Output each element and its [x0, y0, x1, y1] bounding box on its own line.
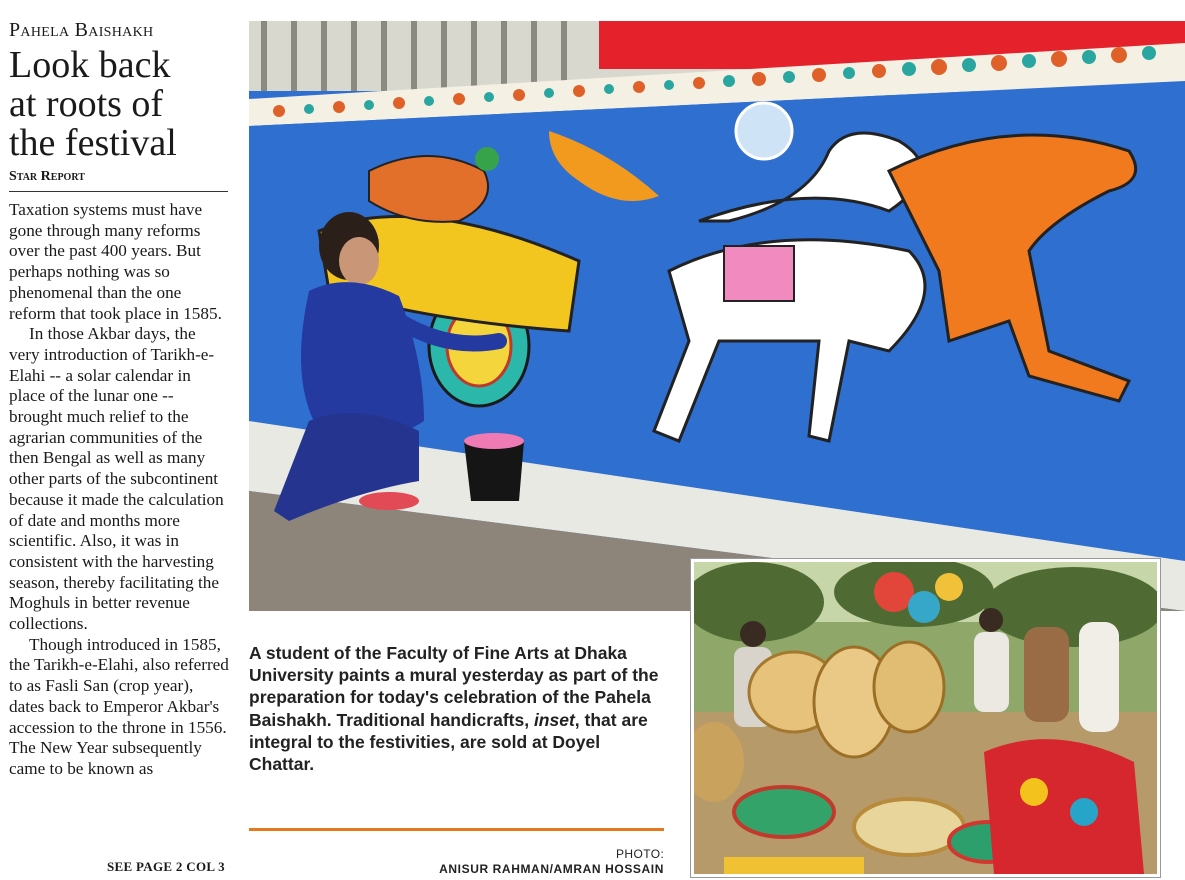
paragraph-1: Taxation systems must have gone through many reforms over the past 400 years. But perhaps nothing was so phenomenal than the one reform that took place in 1585.: [9, 200, 222, 323]
byline: Star Report: [9, 169, 228, 192]
photo-credit-label: PHOTO:: [616, 847, 665, 861]
photo-caption: [249, 642, 664, 775]
caption-italic: inset: [533, 709, 575, 730]
headline-line-1: Look back: [9, 44, 171, 86]
continuation-note: SEE PAGE 2 COL 3: [107, 859, 225, 874]
main-photo-mural: [249, 21, 1185, 611]
photo-credit-names: ANISUR RAHMAN/AMRAN HOSSAIN: [439, 862, 664, 876]
caption-rule: [249, 828, 664, 831]
paragraph-3: Though introduced in 1585, the Tarikh-e-Elahi, also referred to as Fasli San (crop year), dates back to Emperor Akbar's accession to the throne in 1556. The New Year subsequently came to be known as: [9, 634, 229, 778]
headline-line-2: at roots of: [9, 83, 164, 125]
caption-part-2: , that are integral to the festivities, are sold at Doyel Chattar.: [249, 709, 648, 775]
article-body: [9, 200, 229, 780]
caption-part-1: A student of the Faculty of Fine Arts at Dhaka University paints a mural yesterday as part of the preparation for today's celebration of the Pahela Baishakh. Traditional handicrafts,: [249, 643, 659, 730]
mural-illustration: [249, 21, 1185, 611]
inset-photo-handicrafts: [691, 559, 1160, 877]
section-kicker: Pahela Baishakh: [9, 19, 154, 41]
handicrafts-illustration: [694, 562, 1157, 874]
headline-line-3: the festival: [9, 122, 177, 164]
paragraph-2: In those Akbar days, the very introduction of Tarikh-e-Elahi -- a solar calendar in place of the lunar one -- brought much relief to the agrarian communities of the then Bengal as well as many other parts of the subcontinent because it made the calculation of date and months more scientific. Also, it was in consistent with the harvesting season, thereby facilitating the Moghuls in better revenue collections.: [9, 324, 224, 634]
article-column: [9, 18, 229, 780]
headline: [9, 46, 229, 163]
